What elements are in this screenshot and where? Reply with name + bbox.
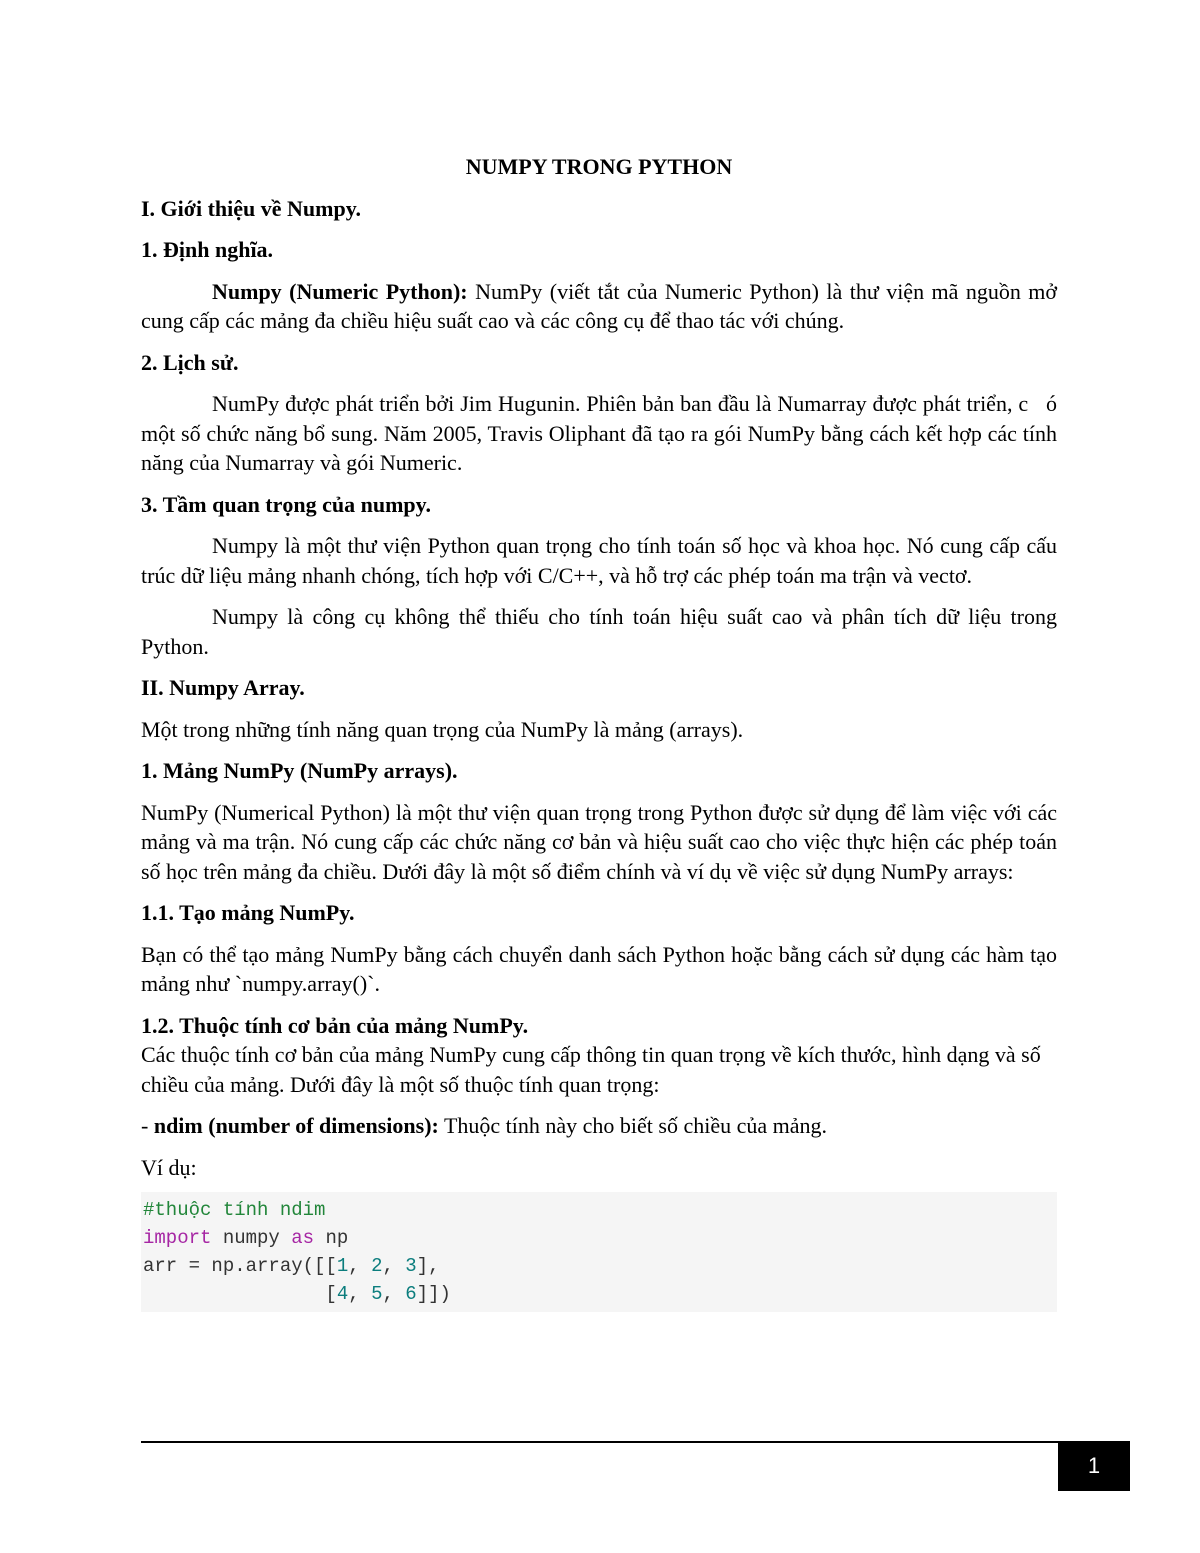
code-number: 1: [336, 1255, 349, 1277]
ndim-term: ndim (number of dimensions):: [153, 1113, 439, 1138]
code-keyword-import: import: [143, 1227, 212, 1249]
section-heading-array: II. Numpy Array.: [141, 675, 305, 700]
code-text: arr = np.array([[: [143, 1255, 337, 1277]
code-text: ],: [416, 1255, 440, 1277]
paragraph-importance-2: Numpy là công cụ không thể thiếu cho tính toán hiệu suất cao và phân tích dữ liệu trong Python.: [141, 604, 1057, 659]
code-text: [: [143, 1283, 337, 1305]
paragraph-array-intro: Một trong những tính năng quan trọng của NumPy là mảng (arrays).: [141, 716, 744, 742]
subheading-history: 2. Lịch sử.: [141, 349, 239, 375]
paragraph-history: NumPy được phát triển bởi Jim Hugunin. Phiên bản ban đầu là Numarray được phát triển, c ó một số chức năng bổ sung. Năm 2005, Travis Oliphant đã tạo ra gói NumPy bằng cách kết hợp các tính năng của Numarray và gói Numeric.: [141, 391, 1063, 475]
code-line-1: [143, 1196, 1055, 1224]
code-line-4: [143, 1280, 1055, 1308]
code-text: ,: [348, 1283, 372, 1305]
code-comment: #thuộc tính ndim: [143, 1199, 326, 1221]
bullet-dash: -: [141, 1113, 154, 1138]
code-text: ,: [382, 1283, 406, 1305]
subheading-definition: 1. Định nghĩa.: [141, 237, 274, 262]
document-title: NUMPY TRONG PYTHON: [465, 154, 733, 179]
example-label: Ví dụ:: [141, 1154, 197, 1180]
code-number: 4: [336, 1283, 349, 1305]
code-text: ,: [382, 1255, 406, 1277]
page-content: [141, 152, 1063, 1312]
section-heading-intro: I. Giới thiệu về Numpy.: [141, 195, 361, 221]
subheading-create-array: 1.1. Tạo mảng NumPy.: [141, 900, 355, 925]
paragraph-create-array: Bạn có thể tạo mảng NumPy bằng cách chuyển danh sách Python hoặc bằng cách sử dụng các hàm tạo mảng như `numpy.array()`.: [141, 941, 1057, 996]
code-text: ,: [348, 1255, 372, 1277]
code-module: numpy: [211, 1227, 292, 1249]
code-line-3: [143, 1252, 1055, 1280]
footer-divider: [141, 1441, 1130, 1443]
code-number: 5: [371, 1283, 383, 1305]
page-number: 1: [1058, 1441, 1130, 1491]
paragraph-importance-1: Numpy là một thư viện Python quan trọng cho tính toán số học và khoa học. Nó cung cấp cấu trúc dữ liệu mảng nhanh chóng, tích hợp với C/C++, và hỗ trợ các phép toán ma trận và vectơ.: [141, 533, 1057, 588]
code-number: 6: [405, 1283, 417, 1305]
code-alias: np: [314, 1227, 349, 1249]
code-number: 3: [405, 1255, 417, 1277]
code-line-2: [143, 1224, 1055, 1252]
subheading-importance: 3. Tầm quan trọng của numpy.: [141, 491, 431, 517]
subheading-array-attributes: 1.2. Thuộc tính cơ bản của mảng NumPy.: [141, 1012, 529, 1038]
paragraph-numpy-arrays: NumPy (Numerical Python) là một thư viện quan trọng trong Python được sử dụng để làm việc với các mảng và ma trận. Nó cung cấp các chức năng cơ bản và hiệu suất cao cho việc thực hiện các phép toán số học trên mảng đa chiều. Dưới đây là một số điểm chính và ví dụ về việc sử dụng NumPy arrays:: [141, 799, 1057, 884]
definition-term: Numpy (Numeric Python):: [212, 278, 468, 304]
code-keyword-as: as: [291, 1227, 315, 1249]
code-text: ]]): [416, 1283, 451, 1305]
code-block: [141, 1192, 1057, 1312]
ndim-text: Thuộc tính này cho biết số chiều của mảng.: [438, 1113, 828, 1138]
paragraph-ndim: [141, 1111, 1057, 1141]
paragraph-array-attributes: Các thuộc tính cơ bản của mảng NumPy cung cấp thông tin quan trọng về kích thước, hình dạng và số chiều của mảng. Dưới đây là một số thuộc tính quan trọng:: [141, 1042, 1041, 1097]
subheading-numpy-arrays: 1. Mảng NumPy (NumPy arrays).: [141, 758, 458, 783]
paragraph-definition: [141, 277, 1057, 336]
code-number: 2: [371, 1255, 383, 1277]
definition-text: NumPy (viết tắt của Numeric Python) là thư viện mã nguồn mở cung cấp các mảng đa chiều hiệu suất cao và các công cụ để thao tác với chúng.: [141, 278, 1058, 333]
